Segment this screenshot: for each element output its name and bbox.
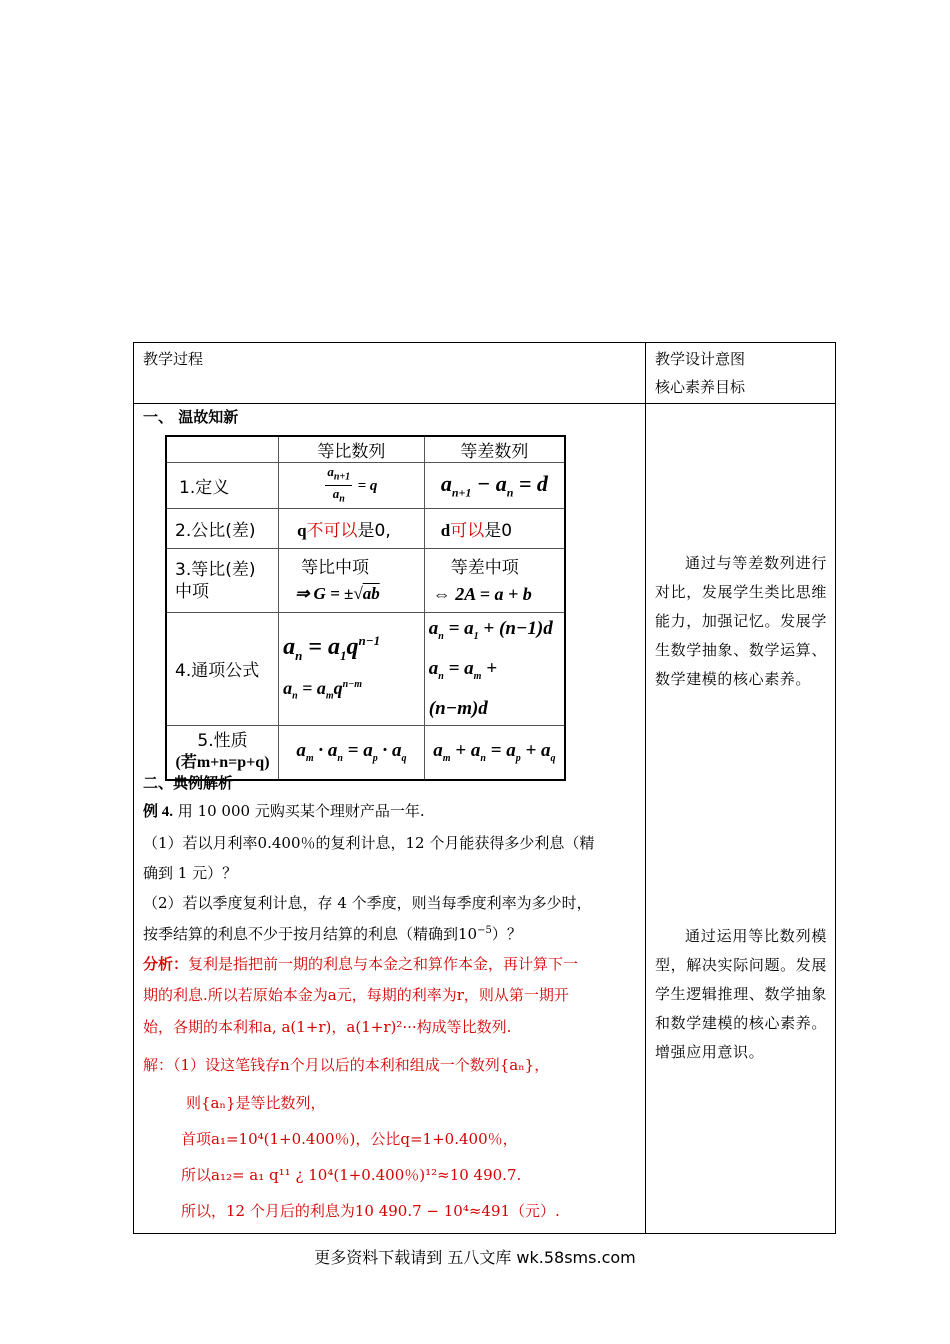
solution-line-a: 解：（1）设这笔钱存n个月以后的本利和组成一个数列{aₙ}， <box>143 1056 550 1074</box>
solution-line-d: 所以a₁₂= a₁ q¹¹ ¿ 10⁴(1+0.400％)¹²≈10 490.7. <box>181 1166 522 1184</box>
section2-title: 二、典例解析 <box>143 774 234 792</box>
cmp-col-ari: 等差数列 <box>424 436 565 463</box>
design-note-2: 通过运用等比数列模型，解决实际问题。发展学生逻辑推理、数学抽象和数学建模的核心素养。增强应用意识。 <box>655 927 827 1061</box>
solution-line-e: 所以，12 个月后的利息为10 490.7 − 10⁴≈491（元）. <box>181 1202 560 1220</box>
comparison-table <box>165 435 566 781</box>
cmp-row4-ari: $a_n = a_1 + (n-1)d$ $a_n = a_m + (n-m)d$ <box>424 613 565 726</box>
cmp-row3-ari: 等差中项 ⇔ 2A = a + b <box>424 549 565 613</box>
lesson-table <box>133 342 836 1234</box>
solution-line-c: 首项a₁=10⁴(1+0.400％)，公比q=1+0.400％， <box>181 1130 518 1148</box>
solution-line-b: 则{aₙ}是等比数列， <box>186 1094 326 1112</box>
footer-banner: 更多资料下载请到 五八文库 wk.58sms.com <box>314 1248 636 1267</box>
cmp-row2-geo: q不可以是0, <box>279 509 425 549</box>
analysis-line-a: 分析：复利是指把前一期的利息与本金之和算作本金，再计算下一 <box>143 955 579 973</box>
cmp-row1-label: 1.定义 <box>166 463 279 509</box>
cmp-row5-geo: $a_m \cdot a_n = a_p \cdot a_q$ <box>279 725 425 780</box>
header-right-line1: 教学设计意图 <box>655 350 746 368</box>
cmp-row2-label: 2.公比(差) <box>166 509 279 549</box>
cmp-row5-ari: $a_m + a_n = a_p + a_q$ <box>424 725 565 780</box>
cmp-row1-geo: $\frac{a_{n+1}}{a_n}$ = q <box>279 463 425 509</box>
header-right-line2: 核心素养目标 <box>655 378 746 396</box>
design-note-1: 通过与等差数列进行对比，发展学生类比思维能力，加强记忆。发展学生数学抽象、数学运算、数学建模的核心素养。 <box>655 554 827 688</box>
q2-line-b: 按季结算的利息不少于按月结算的利息（精确到$10^{-5}$）？ <box>143 925 522 943</box>
cmp-row1-ari: $a_{n+1} - a_n = d$ <box>424 463 565 509</box>
header-right-cell <box>646 343 836 404</box>
analysis-line-b: 期的利息.所以若原始本金为a元，每期的利率为r，则从第一期开 <box>143 986 569 1004</box>
analysis-line-c: 始，各期的本利和a, a(1+r)，a(1+r)²···构成等比数列. <box>143 1018 512 1036</box>
q1-line-b: 确到 1 元）？ <box>143 864 238 882</box>
design-intent-cell <box>646 404 836 1234</box>
cmp-row4-geo: $a_n = a_1q^{n-1}$ $a_n = a_mq^{n-m}$ <box>279 613 425 726</box>
teaching-process-cell <box>134 404 646 1234</box>
cmp-row4-label: 4.通项公式 <box>166 613 279 726</box>
cmp-col-geo: 等比数列 <box>279 436 425 463</box>
example-line: 例 4. 用 10 000 元购买某个理财产品一年. <box>143 802 425 820</box>
cmp-row3-label: 3.等比(差) 中项 <box>166 549 279 613</box>
header-left-label: 教学过程 <box>143 350 204 368</box>
q2-line-a: （2）若以季度复利计息，存 4 个季度，则当每季度利率为多少时， <box>143 894 592 912</box>
cmp-row5-label: 5.性质 (若m+n=p+q) <box>166 725 279 780</box>
cmp-corner <box>166 436 279 463</box>
cmp-row3-geo: 等比中项 ⇒ G = ±√ab <box>279 549 425 613</box>
header-left-cell <box>134 343 646 404</box>
section1-title: 一、 温故知新 <box>143 408 239 426</box>
cmp-row2-ari: d可以是0 <box>424 509 565 549</box>
q1-line-a: （1）若以月利率0.400％的复利计息，12 个月能获得多少利息（精 <box>143 834 595 852</box>
